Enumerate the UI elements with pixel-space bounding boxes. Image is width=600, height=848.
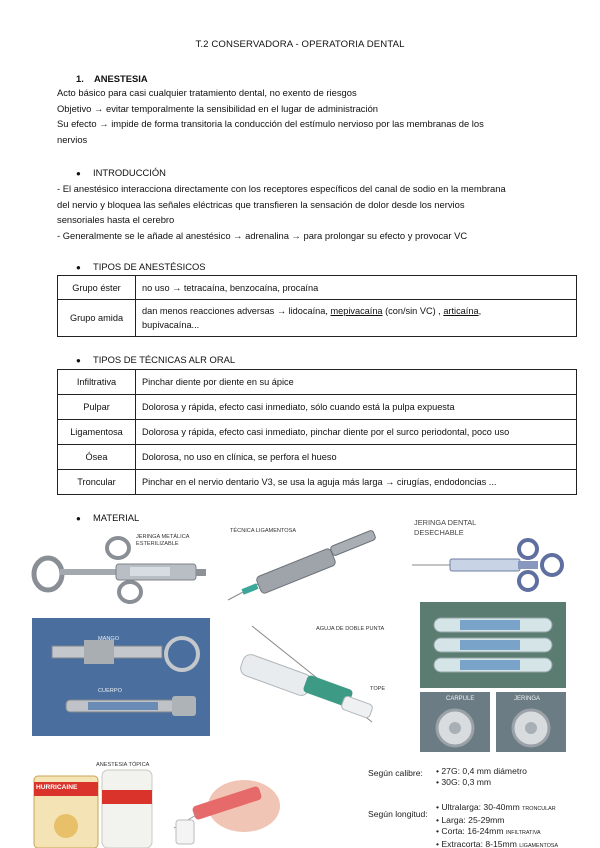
- image-caption: ANESTESIA TÓPICA: [96, 762, 150, 768]
- row-text-part: bupivacaína...: [142, 320, 200, 330]
- carpule-ends-illustration: [420, 692, 566, 752]
- image-ligamentosa-syringe: [222, 524, 382, 604]
- syringe-in-hand-illustration: [168, 766, 284, 848]
- image-syringe-in-hand: [168, 766, 284, 848]
- page-title: T.2 CONSERVADORA - OPERATORIA DENTAL: [195, 39, 405, 50]
- image-side-label: TOPE: [370, 686, 386, 692]
- text-line: - Generalmente se le añade al anestésico → adrenalina → para prolongar su efecto y provocar VC: [57, 229, 468, 241]
- row-text: Pinchar diente por diente en su ápice: [136, 370, 577, 395]
- image-metal-syringe: [30, 528, 210, 606]
- row-label: Infiltrativa: [58, 370, 136, 395]
- ligamentosa-syringe-illustration: [222, 524, 382, 604]
- image-caption: [414, 518, 476, 537]
- image-caption: TÉCNICA LIGAMENTOSA: [230, 528, 297, 534]
- table-row: [58, 395, 577, 420]
- row-text: no uso → tetracaína, benzocaína, procaína: [136, 276, 577, 300]
- row-label: Ligamentosa: [58, 420, 136, 445]
- image-topical-anesthetic: [30, 760, 156, 848]
- introduccion-paragraph: [57, 181, 547, 243]
- syringe-parts-illustration: [32, 618, 210, 736]
- subheading-label: MATERIAL: [93, 512, 140, 523]
- table-row: [58, 420, 577, 445]
- row-text: Dolorosa y rápida, efecto casi inmediato, pinchar diente por el surco periodontal, poco uso: [136, 420, 577, 445]
- part-label-cuerpo: CUERPO: [98, 688, 122, 694]
- subheading-tecnicas: [76, 354, 235, 365]
- list-item: • Ultralarga: 30-40mm TRONCULAR: [436, 802, 556, 812]
- table-row: [58, 445, 577, 470]
- bullet-icon: ●: [76, 514, 81, 523]
- brand-label: HURRICAINE: [36, 784, 78, 791]
- image-disposable-syringe: [410, 515, 570, 599]
- image-caption: AGUJA DE DOBLE PUNTA: [316, 626, 385, 632]
- image-carpule-ends: [420, 692, 566, 752]
- image-syringe-parts: [32, 618, 210, 736]
- technique-label: TRONCULAR: [522, 806, 556, 812]
- anestesicos-table: [57, 275, 577, 337]
- section-heading-anestesia: [76, 73, 148, 84]
- image-carpules: [420, 602, 566, 688]
- row-text-part: (con/sin VC) ,: [382, 306, 444, 316]
- section-number: 1.: [76, 73, 84, 84]
- link-articaina[interactable]: articaína: [443, 306, 479, 316]
- subheading-tipos-anestesicos: [76, 261, 206, 272]
- list-item: • Larga: 25-29mm: [436, 815, 505, 825]
- subheading-introduccion: [76, 167, 166, 178]
- row-label: Ósea: [58, 445, 136, 470]
- row-text-part: dan menos reacciones adversas → lidocaína,: [142, 306, 331, 316]
- caption-line: DESECHABLE: [414, 527, 464, 537]
- list-item: • 27G: 0,4 mm diámetro: [436, 766, 527, 776]
- row-text: [136, 300, 577, 337]
- subheading-material: [76, 512, 139, 523]
- needle-illustration: [222, 620, 392, 738]
- text-line: del nervio y bloquea las señales eléctricas que transfieren la sensación de dolor desde los nervios: [57, 198, 465, 210]
- row-text-part: ,: [478, 306, 482, 316]
- section-title: ANESTESIA: [94, 73, 148, 84]
- list-item: • Corta: 16-24mm INFILTRATIVA: [436, 826, 541, 836]
- subheading-label: TIPOS DE ANESTÉSICOS: [93, 261, 206, 272]
- subheading-label: TIPOS DE TÉCNICAS ALR ORAL: [93, 354, 236, 365]
- anestesia-paragraph: [57, 85, 527, 147]
- row-label: Pulpar: [58, 395, 136, 420]
- list-item: • Extracorta: 8-15mm LIGAMENTOSA: [436, 839, 559, 848]
- bullet-icon: ●: [76, 169, 81, 178]
- row-text: Dolorosa y rápida, efecto casi inmediato, sólo cuando está la pulpa expuesta: [136, 395, 577, 420]
- row-text: Pinchar en el nervio dentario V3, se usa la aguja más larga → cirugías, endodoncias ...: [136, 470, 577, 495]
- image-caption: JERINGA METÁLICA ESTERILIZABLE: [136, 534, 190, 547]
- text-line: Acto básico para casi cualquier tratamiento dental, no exento de riesgos: [57, 87, 357, 98]
- text-line: - El anestésico interacciona directamente con los receptores específicos del canal de sodio en la membrana: [57, 183, 506, 194]
- text-line: sensoriales hasta el cerebro: [57, 214, 175, 226]
- bullet-icon: ●: [76, 263, 81, 272]
- part-label-mango: MANGO: [98, 636, 120, 642]
- subheading-label: INTRODUCCIÓN: [93, 167, 166, 178]
- tecnicas-table: [57, 369, 577, 495]
- calibre-label: Según calibre:: [368, 768, 423, 778]
- table-row: [58, 300, 577, 337]
- longitud-list: [436, 802, 586, 848]
- row-label: Grupo éster: [58, 276, 136, 300]
- image-side-label: CARPULE: [446, 696, 475, 702]
- carpules-illustration: [420, 602, 566, 688]
- image-needle: [222, 620, 392, 738]
- calibre-list: [436, 766, 566, 789]
- topical-anesthetic-illustration: [30, 760, 156, 848]
- row-label: Troncular: [58, 470, 136, 495]
- link-mepivacaina[interactable]: mepivacaína: [330, 306, 383, 316]
- text-line: Objetivo → evitar temporalmente la sensibilidad en el lugar de administración: [57, 102, 378, 114]
- table-row: [58, 470, 577, 495]
- list-item: • 30G: 0,3 mm: [436, 777, 492, 788]
- row-label: Grupo amida: [58, 300, 136, 337]
- technique-label: LIGAMENTOSA: [519, 843, 559, 848]
- bullet-icon: ●: [76, 356, 81, 365]
- table-row: [58, 276, 577, 300]
- table-row: [58, 370, 577, 395]
- technique-label: INFILTRATIVA: [505, 830, 541, 836]
- caption-line: JERINGA DENTAL: [414, 518, 477, 527]
- image-side-label: JERINGA: [514, 696, 541, 702]
- row-text: Dolorosa, no uso en clínica, se perfora el hueso: [136, 445, 577, 470]
- longitud-label: Según longitud:: [368, 809, 428, 819]
- text-line: Su efecto → impide de forma transitoria la conducción del estímulo nervioso por las membranas de los: [57, 118, 484, 130]
- text-line: nervios: [57, 133, 88, 145]
